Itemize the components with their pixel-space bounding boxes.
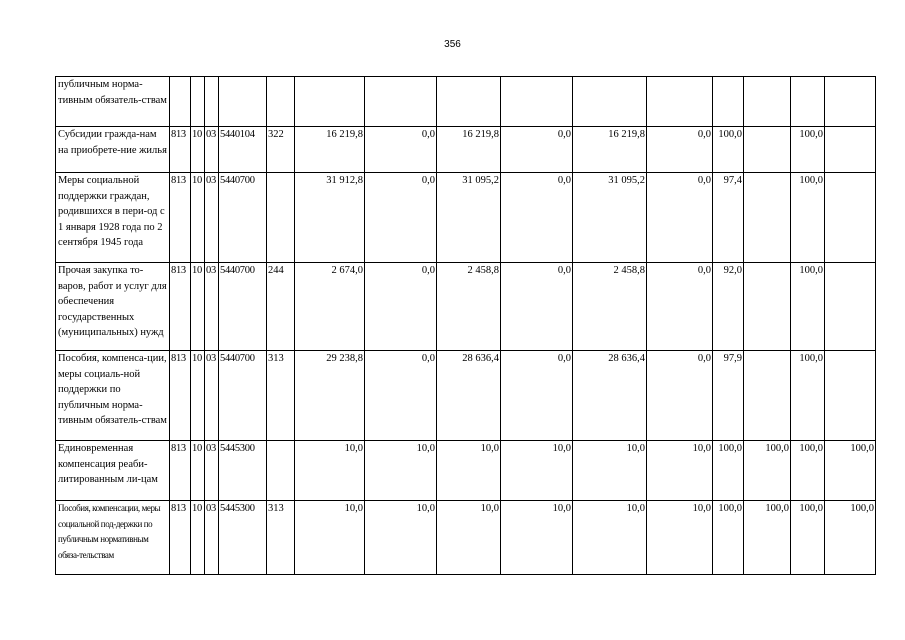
- expense-type-code: [267, 441, 295, 501]
- percent-subventions: [744, 127, 791, 173]
- target-article-code: 5440700: [219, 173, 267, 263]
- approved-subventions: 10,0: [365, 501, 437, 575]
- cash-subventions: 10,0: [647, 501, 713, 575]
- approved-total: 2 674,0: [295, 263, 365, 351]
- section-code: 10: [191, 263, 205, 351]
- ministry-code: 813: [170, 127, 191, 173]
- percent-total: 100,0: [713, 441, 744, 501]
- row-name: Прочая закупка то-варов, работ и услуг для обеспечения государственных (муниципальных) нужд: [56, 263, 170, 351]
- row-name: Пособия, компенса-ции, меры социаль-ной поддержки по публичным норма-тивным обязатель-ствам: [56, 351, 170, 441]
- row-name: Субсидии гражда-нам на приобрете-ние жилья: [56, 127, 170, 173]
- executed-subventions: 10,0: [501, 441, 573, 501]
- expense-type-code: 313: [267, 351, 295, 441]
- approved-subventions: 0,0: [365, 263, 437, 351]
- percent-total: 100,0: [713, 127, 744, 173]
- percent-cash-total: 100,0: [791, 263, 825, 351]
- cash-total: [573, 77, 647, 127]
- table-row: [56, 263, 876, 351]
- percent-cash-total: 100,0: [791, 501, 825, 575]
- target-article-code: 5445300: [219, 441, 267, 501]
- section-code: 10: [191, 173, 205, 263]
- target-article-code: 5440104: [219, 127, 267, 173]
- executed-total: 31 095,2: [437, 173, 501, 263]
- percent-subventions: [744, 351, 791, 441]
- cash-total: 28 636,4: [573, 351, 647, 441]
- percent-cash-subventions: [825, 77, 876, 127]
- row-name: Единовременная компенсация реаби-литированным ли-цам: [56, 441, 170, 501]
- cash-subventions: 10,0: [647, 441, 713, 501]
- approved-total: 29 238,8: [295, 351, 365, 441]
- percent-cash-total: 100,0: [791, 441, 825, 501]
- percent-cash-subventions: 100,0: [825, 501, 876, 575]
- table-row: [56, 441, 876, 501]
- subsection-code: [205, 77, 219, 127]
- approved-total: 10,0: [295, 501, 365, 575]
- cash-total: 2 458,8: [573, 263, 647, 351]
- percent-subventions: 100,0: [744, 441, 791, 501]
- approved-total: [295, 77, 365, 127]
- table-row: [56, 501, 876, 575]
- approved-subventions: 10,0: [365, 441, 437, 501]
- cash-subventions: 0,0: [647, 263, 713, 351]
- percent-cash-total: 100,0: [791, 127, 825, 173]
- target-article-code: [219, 77, 267, 127]
- ministry-code: 813: [170, 263, 191, 351]
- table-row: [56, 351, 876, 441]
- row-name: публичным норма-тивным обязатель-ствам: [56, 77, 170, 127]
- subsection-code: 03: [205, 127, 219, 173]
- ministry-code: 813: [170, 173, 191, 263]
- cash-subventions: [647, 77, 713, 127]
- cash-subventions: 0,0: [647, 351, 713, 441]
- executed-total: [437, 77, 501, 127]
- ministry-code: 813: [170, 351, 191, 441]
- section-code: 10: [191, 127, 205, 173]
- executed-total: 28 636,4: [437, 351, 501, 441]
- percent-total: [713, 77, 744, 127]
- budget-table: [55, 76, 876, 575]
- section-code: [191, 77, 205, 127]
- cash-total: 10,0: [573, 441, 647, 501]
- percent-cash-total: 100,0: [791, 351, 825, 441]
- percent-cash-total: [791, 77, 825, 127]
- section-code: 10: [191, 501, 205, 575]
- percent-cash-subventions: [825, 263, 876, 351]
- expense-type-code: 313: [267, 501, 295, 575]
- executed-subventions: 10,0: [501, 501, 573, 575]
- percent-total: 97,9: [713, 351, 744, 441]
- approved-subventions: [365, 77, 437, 127]
- table-row: [56, 127, 876, 173]
- cash-subventions: 0,0: [647, 127, 713, 173]
- executed-subventions: 0,0: [501, 173, 573, 263]
- target-article-code: 5445300: [219, 501, 267, 575]
- subsection-code: 03: [205, 263, 219, 351]
- subsection-code: 03: [205, 351, 219, 441]
- target-article-code: 5440700: [219, 351, 267, 441]
- percent-cash-total: 100,0: [791, 173, 825, 263]
- row-name: Меры социальной поддержки граждан, родившихся в пери-од с 1 января 1928 года по 2 сентября 1945 года: [56, 173, 170, 263]
- percent-cash-subventions: 100,0: [825, 441, 876, 501]
- expense-type-code: 322: [267, 127, 295, 173]
- subsection-code: 03: [205, 441, 219, 501]
- ministry-code: 813: [170, 441, 191, 501]
- executed-subventions: 0,0: [501, 351, 573, 441]
- percent-subventions: [744, 263, 791, 351]
- table-body: [56, 77, 876, 575]
- page-number: 356: [444, 39, 461, 50]
- executed-subventions: 0,0: [501, 263, 573, 351]
- percent-cash-subventions: [825, 351, 876, 441]
- executed-total: 10,0: [437, 501, 501, 575]
- percent-subventions: [744, 173, 791, 263]
- percent-total: 97,4: [713, 173, 744, 263]
- expense-type-code: [267, 173, 295, 263]
- executed-subventions: [501, 77, 573, 127]
- expense-type-code: 244: [267, 263, 295, 351]
- percent-total: 100,0: [713, 501, 744, 575]
- executed-total: 10,0: [437, 441, 501, 501]
- cash-total: 10,0: [573, 501, 647, 575]
- row-name: Пособия, компенсации, меры социальной под-держки по публичным нормативным обяза-тельствам: [56, 501, 170, 575]
- approved-subventions: 0,0: [365, 351, 437, 441]
- approved-subventions: 0,0: [365, 173, 437, 263]
- subsection-code: 03: [205, 501, 219, 575]
- percent-subventions: 100,0: [744, 501, 791, 575]
- cash-total: 16 219,8: [573, 127, 647, 173]
- percent-total: 92,0: [713, 263, 744, 351]
- percent-subventions: [744, 77, 791, 127]
- subsection-code: 03: [205, 173, 219, 263]
- ministry-code: [170, 77, 191, 127]
- executed-total: 2 458,8: [437, 263, 501, 351]
- approved-total: 10,0: [295, 441, 365, 501]
- section-code: 10: [191, 351, 205, 441]
- ministry-code: 813: [170, 501, 191, 575]
- percent-cash-subventions: [825, 127, 876, 173]
- target-article-code: 5440700: [219, 263, 267, 351]
- table-row: [56, 173, 876, 263]
- percent-cash-subventions: [825, 173, 876, 263]
- cash-total: 31 095,2: [573, 173, 647, 263]
- executed-total: 16 219,8: [437, 127, 501, 173]
- table-row: [56, 77, 876, 127]
- cash-subventions: 0,0: [647, 173, 713, 263]
- approved-total: 16 219,8: [295, 127, 365, 173]
- approved-total: 31 912,8: [295, 173, 365, 263]
- expense-type-code: [267, 77, 295, 127]
- section-code: 10: [191, 441, 205, 501]
- approved-subventions: 0,0: [365, 127, 437, 173]
- executed-subventions: 0,0: [501, 127, 573, 173]
